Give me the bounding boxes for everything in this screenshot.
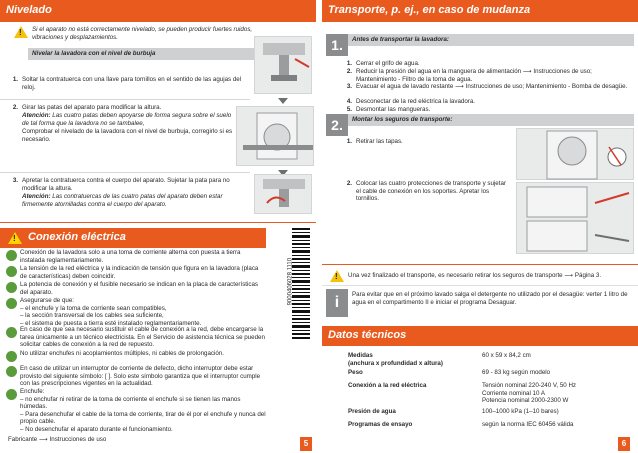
divider bbox=[0, 172, 250, 173]
locknut-illustration bbox=[254, 174, 312, 214]
electric-footer: Fabricante ⟶ Instrucciones de uso bbox=[8, 436, 107, 443]
step-heading-bar bbox=[348, 34, 634, 46]
step-badge: 1. bbox=[326, 34, 348, 56]
item-text: Desmontar las mangueras. bbox=[356, 106, 431, 113]
tech-key: Programas de ensayo bbox=[348, 421, 413, 428]
step-note bbox=[22, 112, 232, 127]
tech-value: según la norma IEC 60456 válida bbox=[482, 421, 574, 428]
tech-value: 100–1000 kPa (1–10 bares) bbox=[482, 408, 559, 415]
bullet-icon bbox=[6, 298, 17, 309]
item-text: Desconectar de la red eléctrica la lavadora. bbox=[356, 98, 476, 105]
tech-value: 69 - 83 kg según modelo bbox=[482, 369, 551, 376]
subheading: Nivelar la lavadora con el nivel de burbuja bbox=[32, 50, 156, 57]
note-text: Las contratuercas de las cuatro patas del aparato deben estar firmemente atornilladas contra el cuerpo del aparato. bbox=[22, 193, 223, 208]
cover-removal-drawing bbox=[517, 129, 635, 181]
section-title: Datos técnicos bbox=[328, 329, 407, 341]
item-text: Cerrar el grifo de agua. bbox=[356, 60, 420, 67]
tech-key: Peso bbox=[348, 369, 363, 376]
step-text: Girar las patas del aparato para modificar la altura. bbox=[22, 104, 162, 111]
washer-level-illustration bbox=[236, 106, 314, 166]
arrow-down-icon bbox=[278, 98, 288, 104]
step-heading: Montar los seguros de transporte: bbox=[352, 116, 453, 123]
warning-icon: ! bbox=[14, 26, 28, 38]
item-number: 1. bbox=[346, 138, 352, 145]
item-text: Retirar las tapas. bbox=[356, 138, 403, 145]
item-text: Colocar las cuatro protecciones de transporte y sujetar el cable de conexión en los soportes. Apretar los tornillos. bbox=[356, 180, 506, 203]
tech-key: Presión de agua bbox=[348, 408, 396, 415]
item-number: 1. bbox=[346, 60, 352, 67]
page-number: 5 bbox=[300, 437, 312, 451]
bullet-icon bbox=[6, 250, 17, 261]
section-header-transporte bbox=[322, 0, 638, 22]
tech-value: Tensión nominal 220-240 V, 50 Hz Corriente nominal 10 A Potencia nominal 2000-2300 W bbox=[482, 382, 577, 405]
barcode-bars bbox=[292, 228, 310, 340]
electric-paragraph: En caso de que sea necesario sustituir el cable de conexión a la red, debe encargarse la tarea únicamente a un técnico electricista. En el Servicio de asistencia técnica se pueden solicitar cables de conexión a la red de repuesto. bbox=[20, 326, 265, 349]
page-number: 6 bbox=[618, 437, 630, 451]
step-text: Apretar la contratuerca contra el cuerpo del aparato. Sujetar la pata para no modificar la altura. bbox=[22, 177, 230, 192]
step-heading: Antes de transportar la lavadora: bbox=[352, 36, 449, 43]
note-label: Atención: bbox=[22, 112, 51, 119]
item-text: Evacuar el agua de lavado restante ⟶ Instrucciones de uso; Mantenimiento - Bomba de desagüe. bbox=[356, 83, 628, 90]
item-number: 2. bbox=[346, 180, 352, 187]
locknut-drawing bbox=[255, 175, 313, 215]
electric-paragraph: La tensión de la red eléctrica y la indicación de tensión que figura en la lavadora (placa de características) deben coincidir. bbox=[20, 265, 259, 280]
washer-level-drawing bbox=[237, 107, 315, 167]
transport-bolt-drawing bbox=[517, 183, 635, 255]
step-number: 3. bbox=[12, 177, 18, 184]
divider bbox=[0, 99, 250, 100]
divider bbox=[322, 285, 638, 286]
intro-text: Si el aparato no está correctamente nivelado, se pueden producir fuertes ruidos, vibraciones y desplazamientos. bbox=[32, 26, 253, 41]
step-extra: Comprobar el nivelado de la lavadora con el nivel de burbuja, corregirlo si es necesario. bbox=[22, 128, 233, 143]
electric-paragraph: No utilizar enchufes ni acoplamientos múltiples, ni cables de prolongación. bbox=[20, 350, 224, 357]
electric-paragraph: Asegurarse de que: – el enchufe y la toma de corriente sean compatibles, – la sección transversal de los cables sea suficiente, – el sistema de puesta a tierra esté instalado reglamentariamente. bbox=[20, 297, 202, 327]
item-text: Reducir la presión del agua en la manguera de alimentación ⟶ Instrucciones de uso; Mantenimiento - Filtro de la toma de agua. bbox=[356, 68, 592, 83]
bullet-icon bbox=[6, 282, 17, 293]
bullet-icon bbox=[6, 327, 17, 338]
item-number: 4. bbox=[346, 98, 352, 105]
barcode bbox=[276, 228, 310, 340]
step-badge: 2. bbox=[326, 114, 348, 136]
foot-wrench-drawing bbox=[255, 37, 313, 95]
section-title: Transporte, p. ej., en caso de mudanza bbox=[328, 4, 531, 16]
foot-wrench-illustration bbox=[254, 36, 312, 94]
warning-icon: ! bbox=[8, 232, 22, 244]
electric-paragraph: En caso de utilizar un interruptor de corriente de defecto, dicho interruptor debe estar provisto del siguiente símbolo: [ ]. Solo este símbolo garantiza que el interruptor cumple con las prescripciones vigentes en la actualidad. bbox=[20, 365, 261, 388]
step-heading-bar bbox=[348, 114, 634, 126]
right-page bbox=[322, 0, 638, 453]
item-number: 2. bbox=[346, 68, 352, 75]
electric-paragraph: Enchufe: – no enchufar ni retirar de la toma de corriente el enchufe si se tienen las manos húmedas. – Para desenchufar el cable de la toma de corriente, tirar de él por el enchufe y nunca del propio cable. – No desenchufar el aparato durante el funcionamiento. bbox=[20, 388, 266, 433]
transport-bolt-illustration bbox=[516, 182, 634, 254]
tech-key: Medidas (anchura x profundidad x altura) bbox=[348, 352, 443, 367]
warning-icon: ! bbox=[330, 270, 344, 282]
section-title: Conexión eléctrica bbox=[28, 231, 126, 243]
tech-key: Conexión a la red eléctrica bbox=[348, 382, 427, 389]
section-divider bbox=[0, 222, 316, 223]
step-number: 1. bbox=[12, 76, 18, 83]
bullet-icon bbox=[6, 351, 17, 362]
step-number: 2. bbox=[12, 104, 18, 111]
section-header-nivelado bbox=[0, 0, 316, 22]
section-header-tech bbox=[322, 326, 638, 346]
divider bbox=[322, 264, 638, 265]
section-title: Nivelado bbox=[6, 4, 52, 16]
step-note bbox=[22, 193, 247, 208]
item-number: 3. bbox=[346, 83, 352, 90]
bullet-icon bbox=[6, 389, 17, 400]
warning-text: Una vez finalizado el transporte, es necesario retirar los seguros de transporte ⟶ Página 3. bbox=[348, 272, 602, 279]
section-header-electric bbox=[0, 228, 266, 248]
step-text: Soltar la contratuerca con una llave para tornillos en el sentido de las agujas del reloj. bbox=[22, 76, 242, 91]
info-icon: i bbox=[326, 289, 348, 317]
tech-value: 60 x 59 x 84,2 cm bbox=[482, 352, 531, 359]
bullet-icon bbox=[6, 366, 17, 377]
cover-removal-illustration bbox=[516, 128, 634, 180]
note-label: Atención: bbox=[22, 193, 51, 200]
item-number: 5. bbox=[346, 106, 352, 113]
info-text: Para evitar que en el próximo lavado salga el detergente no utilizado por el desagüe: verter 1 litro de agua en el compartimento II e iniciar el programa Desaguar. bbox=[352, 291, 628, 306]
barcode-number: 9000406028 1110 bbox=[287, 257, 294, 306]
subheading-bar bbox=[28, 48, 254, 60]
electric-paragraph: La potencia de conexión y el fusible necesario se indican en la placa de características del aparato. bbox=[20, 281, 259, 296]
electric-paragraph: Conexión de la lavadora solo a una toma de corriente alterna con puesta a tierra instalada reglamentariamente. bbox=[20, 249, 241, 264]
note-text: Las cuatro patas deben apoyarse de forma segura sobre el suelo de tal forma que la lavadora no se tambalee, bbox=[22, 112, 232, 127]
bullet-icon bbox=[6, 266, 17, 277]
